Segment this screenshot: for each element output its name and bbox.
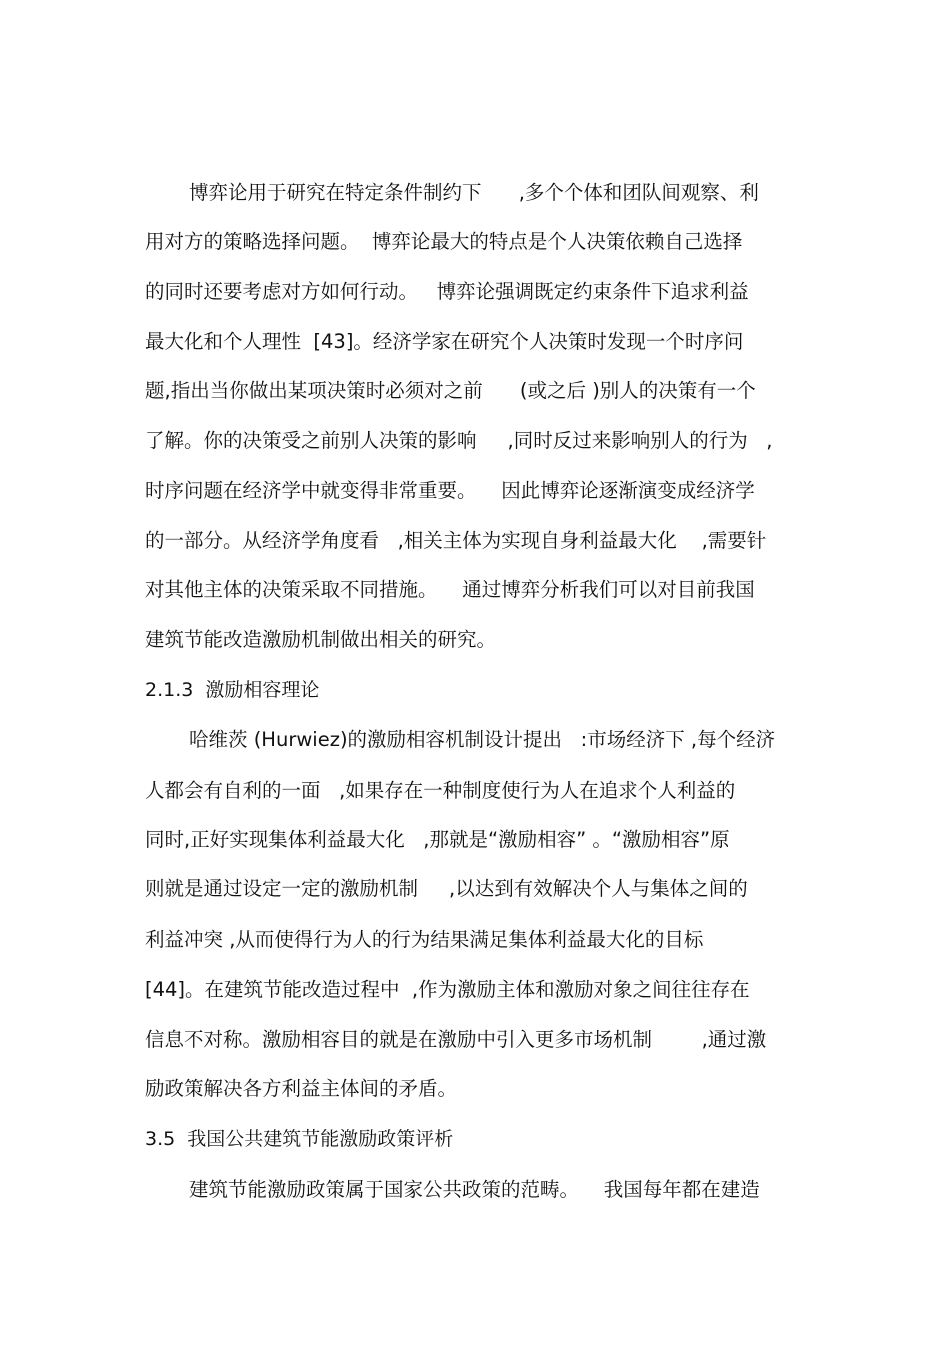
paragraph-line: 题,指出当你做出某项决策时必须对之前 (或之后 )别人的决策有一个: [145, 379, 756, 402]
paragraph-line: 的一部分。从经济学角度看 ,相关主体为实现自身利益最大化 ,需要针: [145, 529, 767, 552]
paragraph-line: [44]。在建筑节能改造过程中 ,作为激励主体和激励对象之间往往存在: [145, 978, 750, 1001]
paragraph-line: 人都会有自利的一面 ,如果存在一种制度使行为人在追求个人利益的: [145, 779, 736, 802]
paragraph-line: 同时,正好实现集体利益最大化 ,那就是“激励相容” 。“激励相容”原: [145, 828, 730, 851]
paragraph-line: 建筑节能激励政策属于国家公共政策的范畴。 我国每年都在建造: [189, 1178, 760, 1201]
paragraph-line: 哈维茨 (Hurwiez)的激励相容机制设计提出 :市场经济下 ,每个经济: [189, 728, 776, 751]
paragraph-line: 最大化和个人理性 [43]。经济学家在研究个人决策时发现一个时序问: [145, 330, 744, 353]
paragraph-line: 信息不对称。激励相容目的就是在激励中引入更多市场机制 ,通过激: [145, 1028, 767, 1051]
paragraph-line: 建筑节能改造激励机制做出相关的研究。: [145, 628, 497, 651]
paragraph-line: 用对方的策略选择问题。 博弈论最大的特点是个人决策依赖自己选择: [145, 230, 743, 253]
section-heading-3-5: 3.5 我国公共建筑节能激励政策评析: [145, 1128, 454, 1150]
paragraph-line: 利益冲突 ,从而使得行为人的行为结果满足集体利益最大化的目标: [145, 928, 704, 951]
paragraph-line: 博弈论用于研究在特定条件制约下 ,多个个体和团队间观察、利: [189, 181, 759, 204]
paragraph-line: 时序问题在经济学中就变得非常重要。 因此博弈论逐渐演变成经济学: [145, 479, 755, 502]
section-heading-2-1-3: 2.1.3 激励相容理论: [145, 679, 320, 701]
paragraph-line: 励政策解决各方利益主体间的矛盾。: [145, 1077, 458, 1100]
paragraph-line: 对其他主体的决策采取不同措施。 通过博弈分析我们可以对目前我国: [145, 578, 755, 601]
paragraph-line: 则就是通过设定一定的激励机制 ,以达到有效解决个人与集体之间的: [145, 877, 748, 900]
paragraph-line: 的同时还要考虑对方如何行动。 博弈论强调既定约束条件下追求利益: [145, 280, 749, 303]
paragraph-line: 了解。你的决策受之前别人决策的影响 ,同时反过来影响别人的行为 ,: [145, 429, 773, 452]
